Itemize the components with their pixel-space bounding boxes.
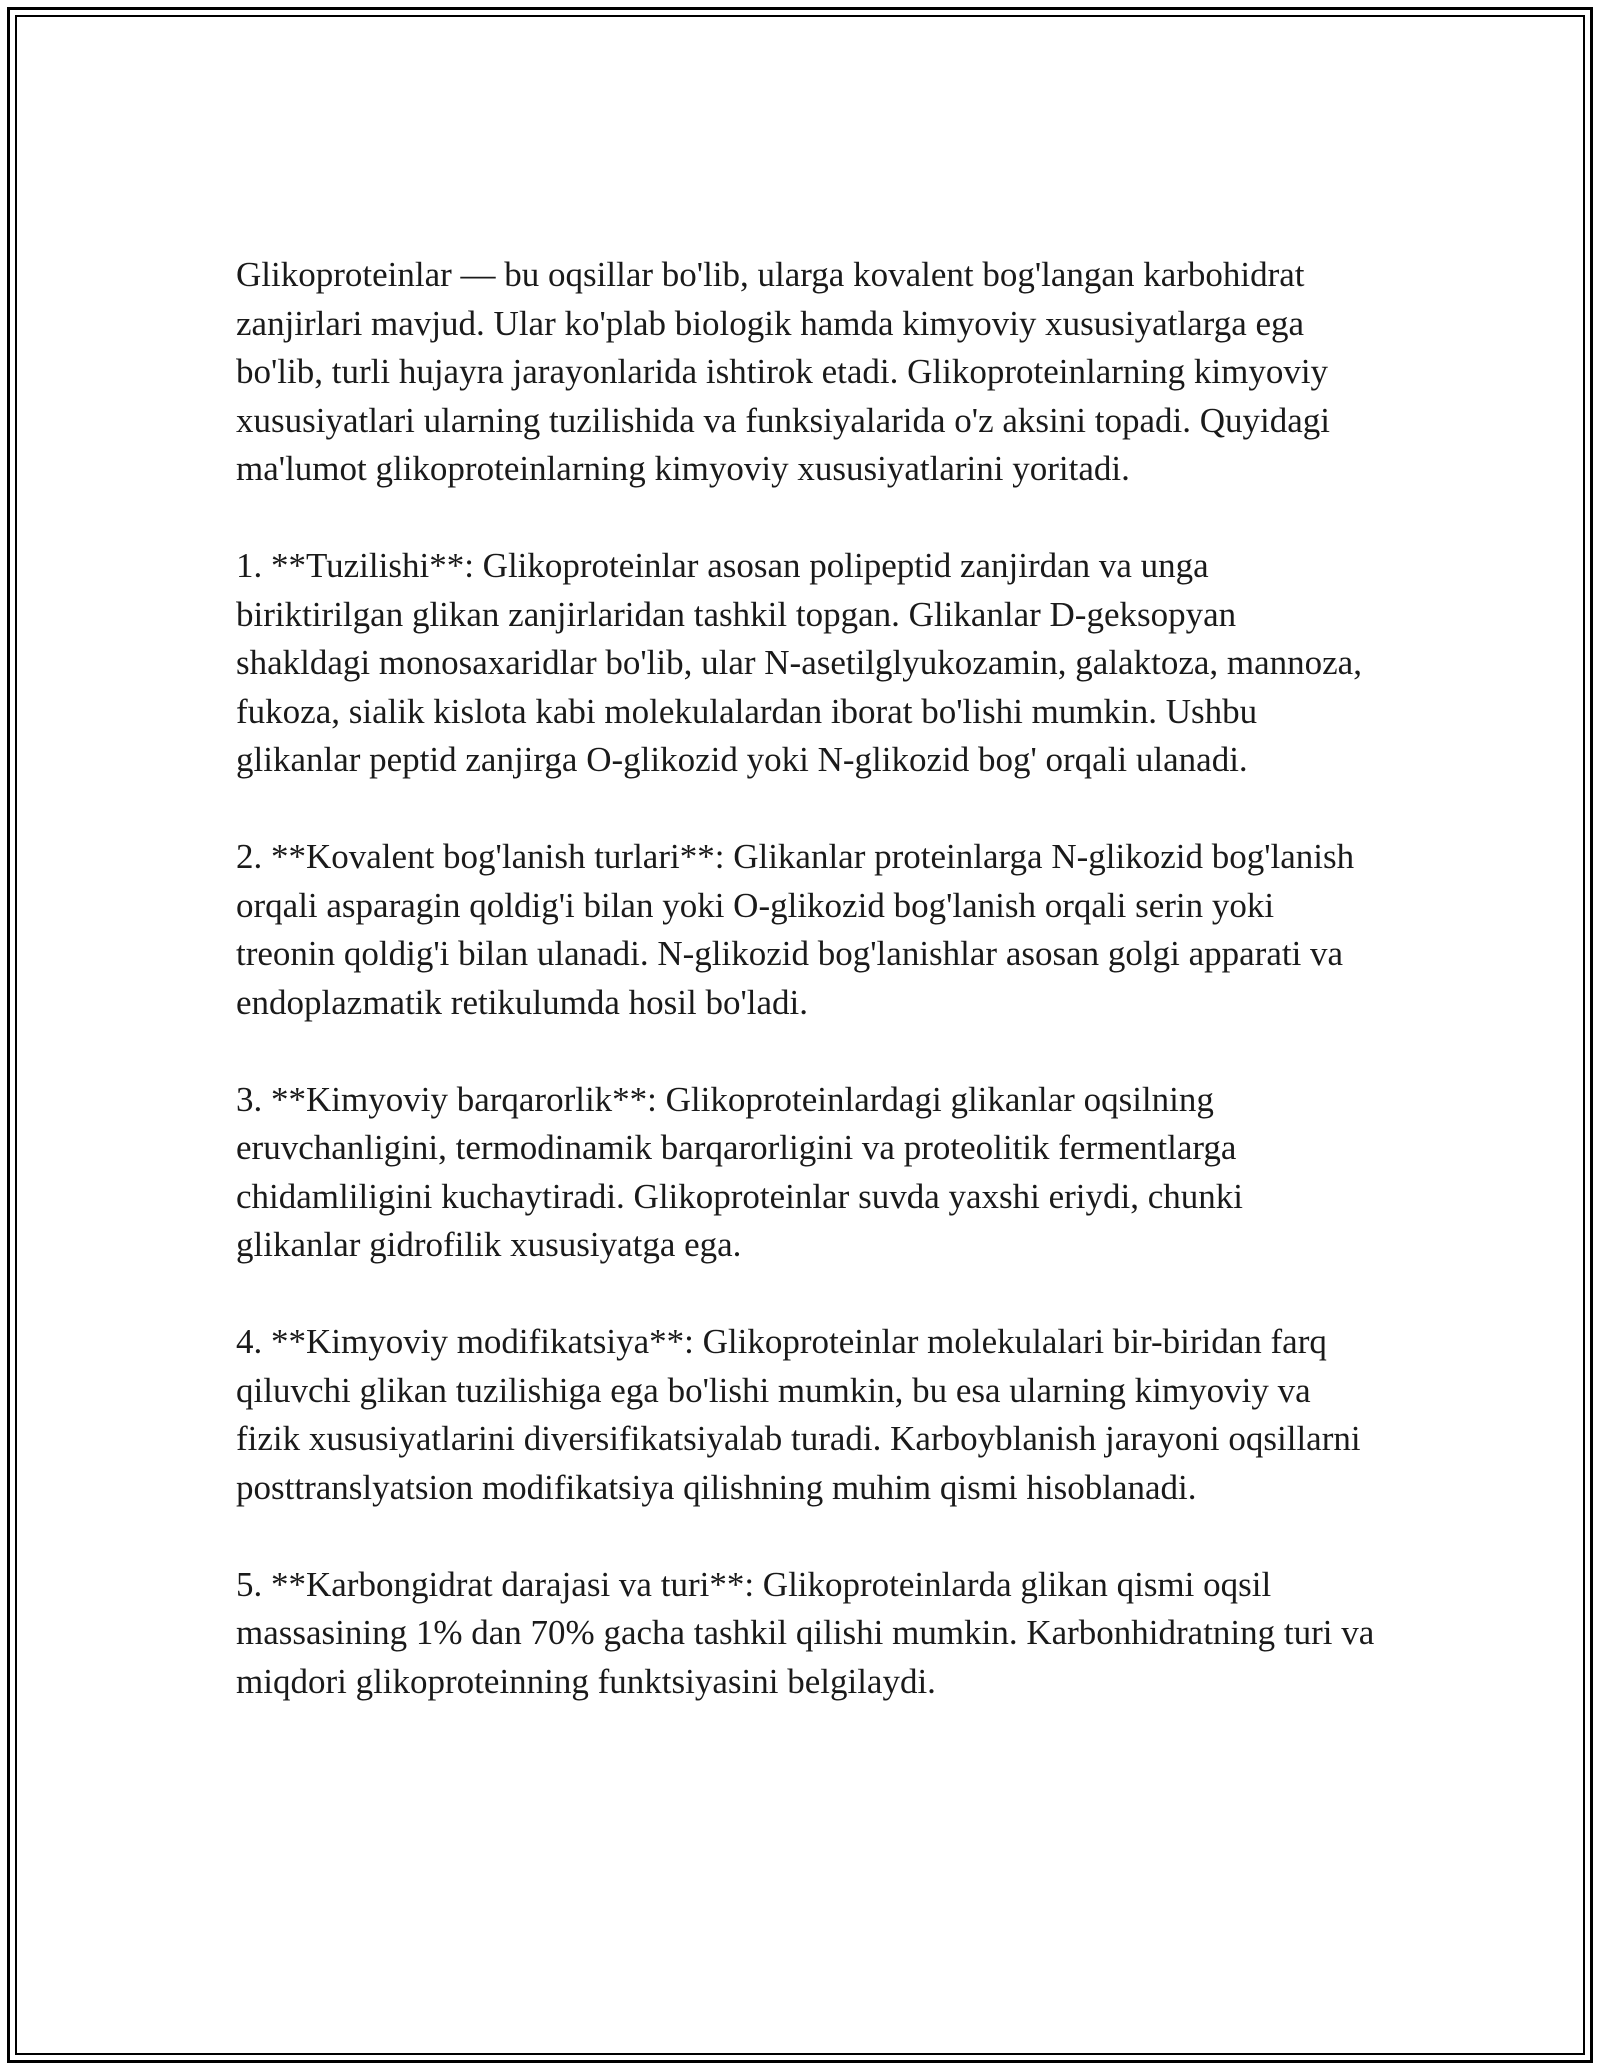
intro-paragraph: Glikoproteinlar — bu oqsillar bo'lib, ularga kovalent bog'langan karbohidrat zanjirlari mavjud. Ular ko'plab biologik hamda kimyoviy xususiyatlarga ega bo'lib, turli hujayra jarayonlarida ishtirok etadi. Glikoproteinlarning kimyoviy xususiyatlari ularning tuzilishida va funksiyalarida o'z aksini topadi. Quyidagi ma'lumot glikoproteinlarning kimyoviy xususiyatlarini yoritadi. bbox=[236, 255, 1330, 488]
list-item-structure: 1. **Tuzilishi**: Glikoproteinlar asosan polipeptid zanjirdan va unga biriktirilgan glikan zanjirlaridan tashkil topgan. Glikanlar D-geksopyan shakldagi monosaxaridlar bo'lib, ular N-asetilglyukozamin, galaktoza, mannoza, fukoza, sialik kislota kabi molekulalardan iborat bo'lishi mumkin. Ushbu glikanlar peptid zanjirga O-glikozid yoki N-glikozid bog' orqali ulanadi. bbox=[236, 546, 1362, 779]
document-body bbox=[236, 251, 1376, 1706]
list-item-chemical-stability: 3. **Kimyoviy barqarorlik**: Glikoproteinlardagi glikanlar oqsilning eruvchanligini, termodinamik barqarorligini va proteolitik fermentlarga chidamliligini kuchaytiradi. Glikoproteinlar suvda yaxshi eriydi, chunki glikanlar gidrofilik xususiyatga ega. bbox=[236, 1079, 1244, 1264]
list-item-chemical-modification: 4. **Kimyoviy modifikatsiya**: Glikoproteinlar molekulalari bir-biridan farq qiluvchi glikan tuzilishiga ega bo'lishi mumkin, bu esa ularning kimyoviy va fizik xususiyatlarini diversifikatsiyalab turadi. Karboyblanish jarayoni oqsillarni posttranslyatsion modifikatsiya qilishning muhim qismi hisoblanadi. bbox=[236, 1322, 1361, 1507]
list-item-carbohydrate-content: 5. **Karbongidrat darajasi va turi**: Glikoproteinlarda glikan qismi oqsil massasining 1% dan 70% gacha tashkil qilishi mumkin. Karbonhidratning turi va miqdori glikoproteinning funktsiyasini belgilaydi. bbox=[236, 1564, 1375, 1701]
list-item-covalent-bonds: 2. **Kovalent bog'lanish turlari**: Glikanlar proteinlarga N-glikozid bog'lanish orqali asparagin qoldig'i bilan yoki O-glikozid bog'lanish orqali serin yoki treonin qoldig'i bilan ulanadi. N-glikozid bog'lanishlar asosan golgi apparati va endoplazmatik retikulumda hosil bo'ladi. bbox=[236, 837, 1355, 1022]
